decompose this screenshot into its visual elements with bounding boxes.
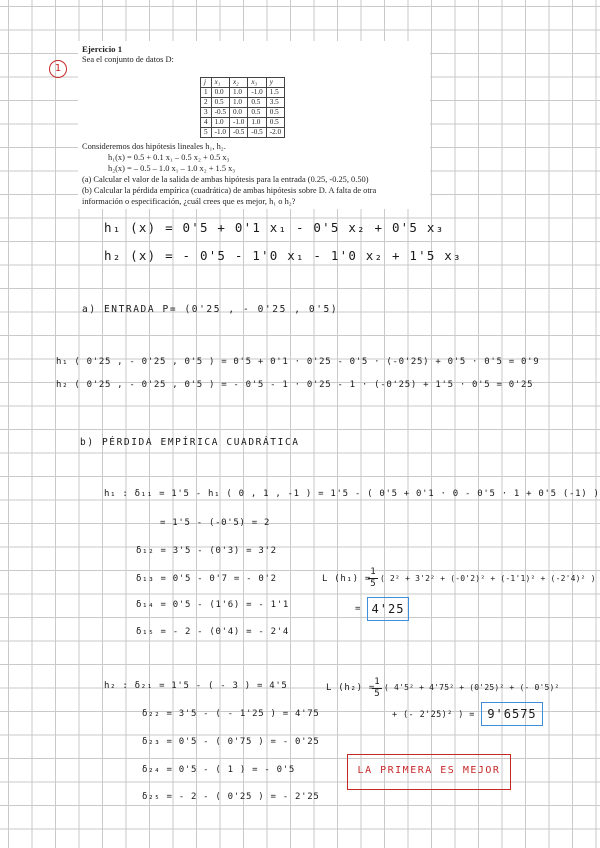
dataset-header-cell: x₁ bbox=[211, 78, 229, 88]
question-a: (a) Calcular el valor de la salida de ambas hipótesis para la entrada (0.25, -0.25, 0.50) bbox=[82, 175, 369, 184]
dataset-cell: -0.5 bbox=[229, 128, 247, 138]
question-b-line1: (b) Calcular la pérdida empírica (cuadrática) de ambas hipótesis sobre D. A falta de otra bbox=[82, 186, 377, 195]
exercise-number-marker: 1 bbox=[49, 60, 67, 78]
dataset-cell: 2 bbox=[201, 98, 212, 108]
h2-definition: h₂(x) = – 0.5 – 1.0 x₁ – 1.0 x₂ + 1.5 x₃ bbox=[108, 164, 236, 173]
loss-h2-result: 9'6575 bbox=[481, 702, 543, 726]
loss-h2-sum-cont: + (- 2'25)² ) = bbox=[392, 710, 475, 720]
dataset-body bbox=[201, 88, 285, 138]
dataset-row bbox=[201, 88, 285, 98]
dataset-header-row bbox=[201, 78, 285, 88]
loss-h2-fraction-den: 5 bbox=[374, 689, 380, 699]
dataset-cell: 0.0 bbox=[229, 108, 247, 118]
dataset-cell: 0.5 bbox=[211, 98, 229, 108]
dataset-header-cell: x₂ bbox=[229, 78, 247, 88]
dataset-cell: 1.0 bbox=[229, 98, 247, 108]
loss-h2-fraction bbox=[372, 677, 382, 700]
dataset-cell: -1.0 bbox=[229, 118, 247, 128]
part-a-h1-eval: h₁ ( 0'25 , - 0'25 , 0'5 ) = 0'5 + 0'1 · 0'25 - 0'5 · (-0'25) + 0'5 · 0'5 = 0'9 bbox=[56, 357, 540, 367]
conclusion-text: LA PRIMERA ES MEJOR bbox=[357, 765, 501, 776]
dataset-cell: 4 bbox=[201, 118, 212, 128]
question-b-line2: información o especificación, ¿cuál crees que es mejor, h₁ o h₂? bbox=[82, 197, 296, 206]
h1-delta-13: δ₁₃ = 0'5 - 0'7 = - 0'2 bbox=[136, 574, 277, 584]
loss-h2-sum: ( 4'5² + 4'75² + (0'25)² + (- 0'5)² bbox=[384, 683, 560, 692]
dataset-cell: 1.0 bbox=[248, 118, 266, 128]
loss-h1-result: 4'25 bbox=[367, 597, 409, 621]
loss-h2-fraction-num: 1 bbox=[372, 677, 382, 689]
dataset-cell: -1.0 bbox=[211, 128, 229, 138]
dataset-cell: -0.5 bbox=[211, 108, 229, 118]
loss-h1-fraction bbox=[368, 567, 378, 590]
dataset-cell: 1.5 bbox=[266, 88, 284, 98]
h2-delta-25: δ₂₅ = - 2 - ( 0'25 ) = - 2'25 bbox=[142, 792, 320, 802]
dataset-cell: -0.5 bbox=[248, 128, 266, 138]
dataset-cell: 0.5 bbox=[248, 98, 266, 108]
dataset-row bbox=[201, 98, 285, 108]
loss-h1-sum: ( 2² + 3'2² + (-0'2)² + (-1'1)² + (-2'4)² ) bbox=[380, 574, 596, 583]
dataset-cell: 0.0 bbox=[211, 88, 229, 98]
dataset-cell: 5 bbox=[201, 128, 212, 138]
dataset-header-cell: y bbox=[266, 78, 284, 88]
h2-delta-24: δ₂₄ = 0'5 - ( 1 ) = - 0'5 bbox=[142, 765, 295, 775]
h2-delta-21: h₂ : δ₂₁ = 1'5 - ( - 3 ) = 4'5 bbox=[104, 681, 288, 691]
dataset-row bbox=[201, 118, 285, 128]
dataset-cell: 0.5 bbox=[248, 108, 266, 118]
loss-h1-fraction-num: 1 bbox=[368, 567, 378, 579]
dataset-cell: -2.0 bbox=[266, 128, 284, 138]
dataset-cell: 3 bbox=[201, 108, 212, 118]
dataset-cell: 1 bbox=[201, 88, 212, 98]
dataset-row bbox=[201, 128, 285, 138]
dataset-cell: -1.0 bbox=[248, 88, 266, 98]
part-a-h2-eval: h₂ ( 0'25 , - 0'25 , 0'5 ) = - 0'5 - 1 · 0'25 - 1 · (-0'25) + 1'5 · 0'5 = 0'25 bbox=[56, 380, 534, 390]
printed-exercise bbox=[78, 41, 430, 209]
dataset-row bbox=[201, 108, 285, 118]
h1-definition: h₁(x) = 0.5 + 0.1 x₁ – 0.5 x₂ + 0.5 x₃ bbox=[108, 153, 230, 162]
note-h2-definition: h₂ (x) = - 0'5 - 1'0 x₁ - 1'0 x₂ + 1'5 x₃ bbox=[104, 248, 462, 263]
h1-delta-14: δ₁₄ = 0'5 - (1'6) = - 1'1 bbox=[136, 600, 289, 610]
dataset-cell: 0.5 bbox=[266, 118, 284, 128]
consider-line: Consideremos dos hipótesis lineales h₁, h₂. bbox=[82, 142, 226, 151]
dataset-cell: 3.5 bbox=[266, 98, 284, 108]
h2-delta-23: δ₂₃ = 0'5 - ( 0'75 ) = - 0'25 bbox=[142, 737, 320, 747]
loss-h2-lhs: L (h₂) = bbox=[326, 683, 375, 693]
h1-delta-11-line2: = 1'5 - (-0'5) = 2 bbox=[160, 518, 271, 528]
dataset-cell: 0.5 bbox=[266, 108, 284, 118]
h1-delta-12: δ₁₂ = 3'5 - (0'3) = 3'2 bbox=[136, 546, 277, 556]
dataset-header-cell: x₃ bbox=[248, 78, 266, 88]
exercise-intro: Sea el conjunto de datos D: bbox=[82, 55, 174, 64]
part-b-label: b) PÉRDIDA EMPÍRICA CUADRÁTICA bbox=[80, 437, 300, 448]
dataset-cell: 1.0 bbox=[229, 88, 247, 98]
h2-delta-22: δ₂₂ = 3'5 - ( - 1'25 ) = 4'75 bbox=[142, 709, 320, 719]
dataset-cell: 1.0 bbox=[211, 118, 229, 128]
loss-h1-lhs: L (h₁) = bbox=[322, 574, 371, 584]
dataset-table bbox=[200, 77, 285, 138]
exercise-title: Ejercicio 1 bbox=[82, 44, 123, 54]
h1-delta-11-line1: h₁ : δ₁₁ = 1'5 - h₁ ( 0 , 1 , -1 ) = 1'5 - ( 0'5 + 0'1 · 0 - 0'5 · 1 + 0'5 (-1) ) bbox=[104, 489, 600, 499]
conclusion-box bbox=[347, 754, 511, 790]
note-h1-definition: h₁ (x) = 0'5 + 0'1 x₁ - 0'5 x₂ + 0'5 x₃ bbox=[104, 220, 445, 235]
loss-h1-fraction-den: 5 bbox=[370, 579, 376, 589]
h1-delta-15: δ₁₅ = - 2 - (0'4) = - 2'4 bbox=[136, 627, 289, 637]
part-a-label: a) ENTRADA P= (0'25 , - 0'25 , 0'5) bbox=[82, 304, 339, 315]
dataset-header-cell: j bbox=[201, 78, 212, 88]
loss-h1-equals: = bbox=[355, 604, 362, 614]
